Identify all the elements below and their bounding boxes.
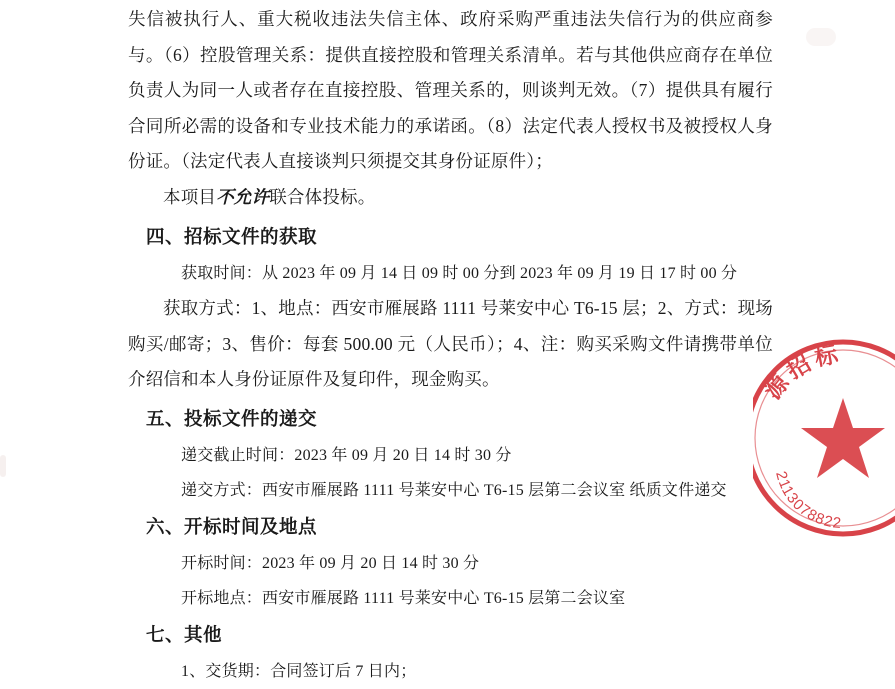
heading-section-six: 六、开标时间及地点 [146, 517, 318, 538]
line-open-time: 开标时间：2023 年 09 月 20 日 14 时 30 分 [181, 554, 480, 572]
paragraph-qualification-requirements: 失信被执行人、重大税收违法失信主体、政府采购严重违法失信行为的供应商参与。（6）控股管理关系：提供直接控股和管理关系清单。若与其他供应商存在单位负责人为同一人或者存在直接控股、管理关系的，则谈判无效。（7）提供具有履行合同所必需的设备和专业技术能力的承诺函。（8）法定代表人授权书及被授权人身份证。（法定代表人直接谈判只须提交其身份证原件）； [128, 9, 773, 171]
scan-artifact-right [806, 28, 836, 46]
consortium-emphasis: 不允许 [216, 186, 270, 207]
line-acquire-time: 获取时间：从 2023 年 09 月 14 日 09 时 00 分到 2023 年 09 月 19 日 17 时 00 分 [181, 265, 738, 282]
line-submit-method: 递交方式：西安市雁展路 1111 号莱安中心 T6-15 层第二会议室 纸质文件递交 [181, 481, 727, 499]
paragraph-acquire-method: 获取方式：1、地点：西安市雁展路 1111 号莱安中心 T6-15 层；2、方式：现场购买/邮寄；3、售价：每套 500.00 元（人民币）；4、注：购买采购文件请携带单位介绍信和本人身份证原件及复印件，现金购买。 [128, 298, 773, 389]
line-other-delivery: 1、交货期：合同签订后 7 日内； [181, 662, 417, 680]
heading-section-seven: 七、其他 [146, 625, 223, 646]
paragraph-consortium [128, 180, 773, 216]
heading-section-four: 四、招标文件的获取 [146, 228, 318, 248]
svg-text:2113078822: 2113078822 [772, 469, 843, 533]
red-official-seal-icon [753, 330, 895, 545]
document-text-column [128, 0, 773, 689]
svg-text:源招标: 源招标 [759, 341, 844, 404]
consortium-prefix: 本项目 [163, 186, 217, 207]
consortium-suffix: 联合体投标。 [269, 186, 376, 207]
line-submit-deadline: 递交截止时间：2023 年 09 月 20 日 14 时 30 分 [181, 446, 512, 464]
line-open-place: 开标地点：西安市雁展路 1111 号莱安中心 T6-15 层第二会议室 [181, 589, 626, 607]
scan-artifact-left [0, 455, 6, 477]
heading-section-five: 五、投标文件的递交 [146, 409, 318, 430]
